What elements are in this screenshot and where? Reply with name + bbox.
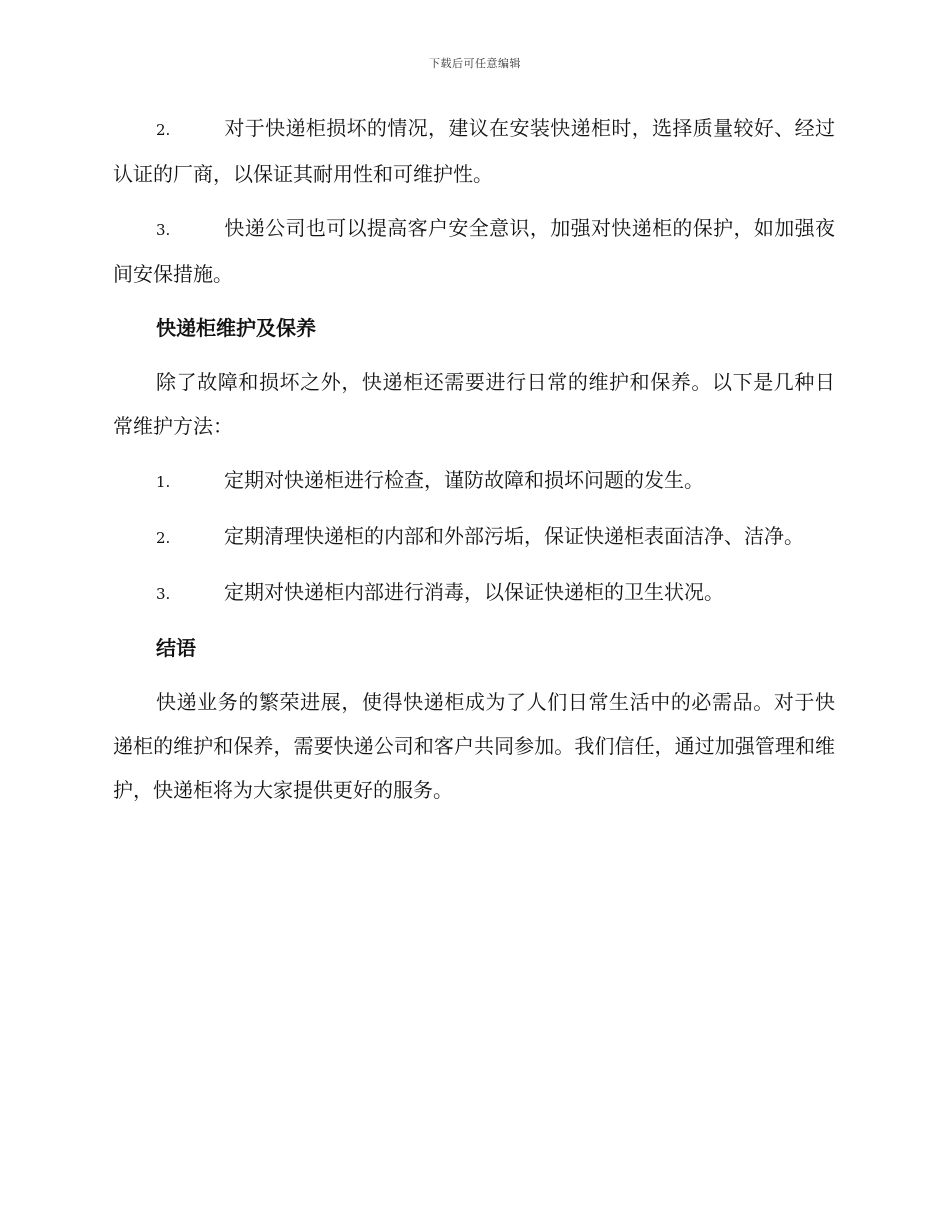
list-item-number: 1.: [156, 473, 171, 491]
header-note: 下载后可任意编辑: [429, 57, 521, 70]
document-body: [113, 106, 835, 822]
conclusion-text: 快递业务的繁荣进展，使得快递柜成为了人们日常生活中的必需品。对于快递柜的维护和保养，需要快递公司和客户共同参加。我们信任，通过加强管理和维护，快递柜将为大家提供更好的服务。: [113, 690, 835, 802]
list-item-text: 快递公司也可以提高客户安全意识，加强对快递柜的保护，如加强夜间安保措施。: [113, 216, 835, 286]
list-item: [113, 458, 835, 504]
list-item-text: 定期对快递柜内部进行消毒，以保证快递柜的卫生状况。: [224, 580, 724, 604]
maintenance-intro: 除了故障和损坏之外，快递柜还需要进行日常的维护和保养。以下是几种日常维护方法：: [113, 370, 835, 438]
list-item-text: 定期清理快递柜的内部和外部污垢，保证快递柜表面洁净、洁净。: [224, 524, 804, 548]
list-item: [113, 106, 835, 196]
list-item-text: 对于快递柜损坏的情况，建议在安装快递柜时，选择质量较好、经过认证的厂商，以保证其耐用性和可维护性。: [113, 116, 835, 186]
list-item: [113, 570, 835, 616]
list-item-number: 3.: [156, 585, 171, 603]
list-item-text: 定期对快递柜进行检查，谨防故障和损坏问题的发生。: [224, 468, 704, 492]
list-item-number: 2.: [156, 529, 171, 547]
list-item: [113, 514, 835, 560]
section-heading-conclusion: 结语: [156, 636, 196, 660]
list-item-number: 3.: [156, 221, 171, 239]
list-item: [113, 206, 835, 296]
section-heading-maintenance: 快递柜维护及保养: [156, 316, 316, 340]
list-item-number: 2.: [156, 121, 171, 139]
